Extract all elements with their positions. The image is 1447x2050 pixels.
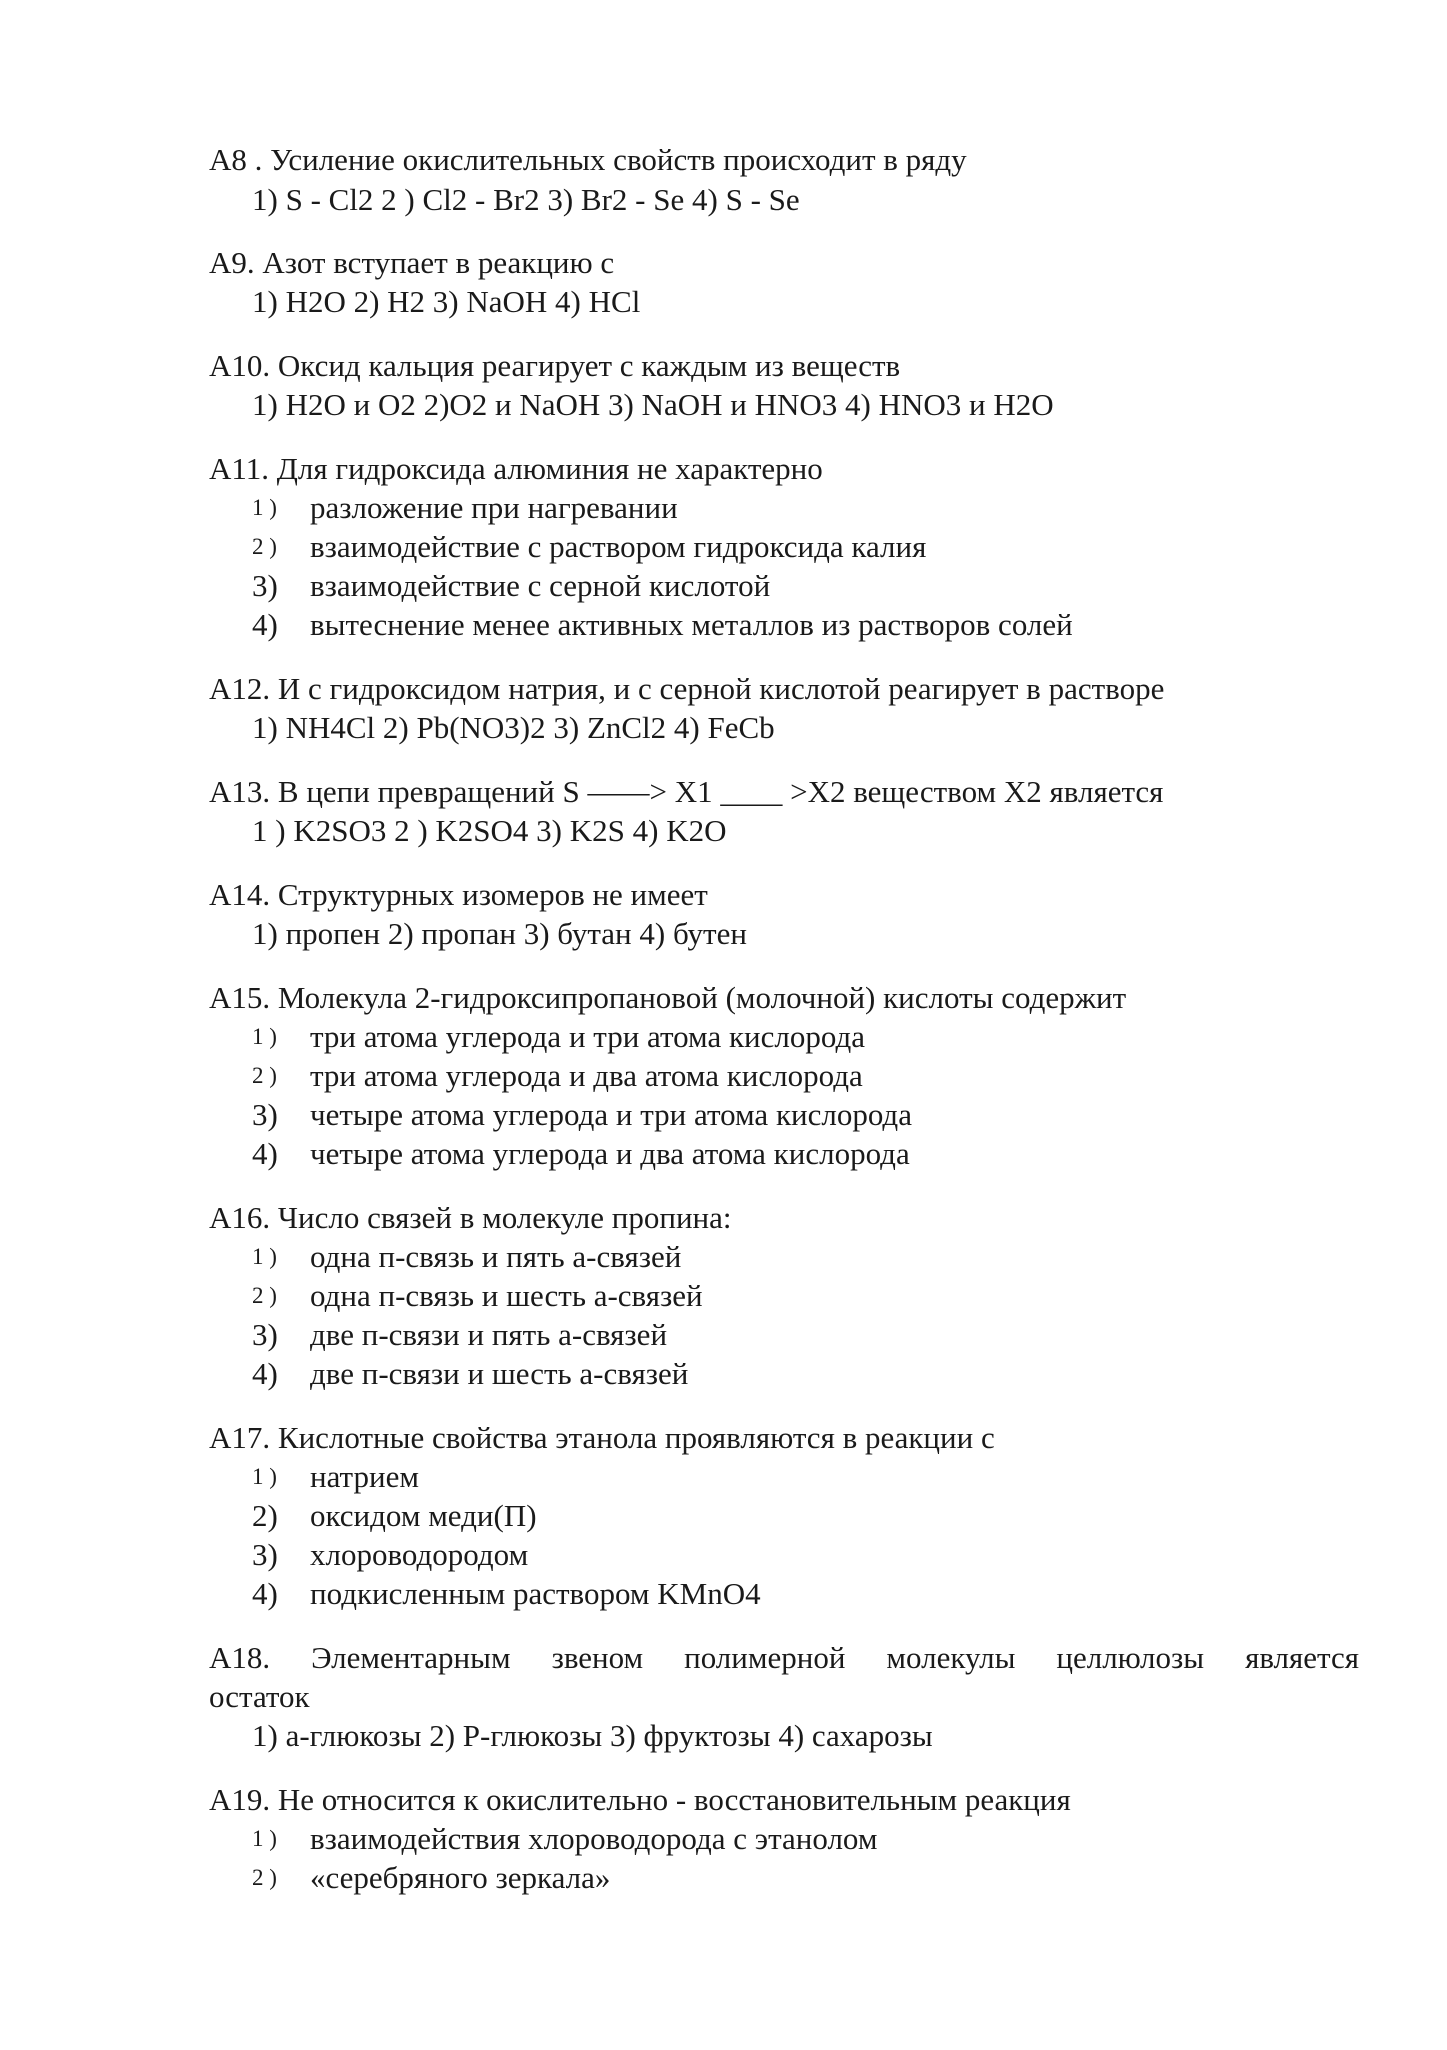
question-a16-title: А16. Число связей в молекуле пропина: — [209, 1200, 732, 1235]
option-text: взаимодействие с серной кислотой — [310, 568, 771, 603]
option-text: подкисленным раствором KMnO4 — [310, 1576, 761, 1611]
list-item — [0, 1315, 1447, 1355]
option-number: 3) — [252, 1097, 278, 1132]
option-text: две п-связи и шесть а-связей — [310, 1356, 689, 1391]
option-text: две п-связи и пять а-связей — [310, 1317, 668, 1352]
question-a8-answers: 1) S - Cl2 2 ) Cl2 - Br2 3) Br2 - Se 4) S - Se — [252, 182, 800, 217]
option-number: 4) — [252, 1576, 278, 1611]
option-text: вытеснение менее активных металлов из растворов солей — [310, 607, 1073, 642]
question-a14-title: А14. Структурных изомеров не имеет — [209, 877, 708, 912]
question-a11-title: А11. Для гидроксида алюминия не характерно — [209, 451, 823, 486]
question-a12-title: А12. И с гидроксидом натрия, и с серной кислотой реагирует в растворе — [209, 671, 1165, 706]
option-text: взаимодействия хлороводорода с этанолом — [310, 1821, 878, 1856]
option-text: три атома углерода и два атома кислорода — [310, 1058, 863, 1093]
option-number: 2 ) — [252, 1283, 277, 1308]
list-item — [0, 488, 1447, 528]
list-item — [0, 1535, 1447, 1575]
option-number: 2 ) — [252, 1865, 277, 1890]
list-item — [0, 1819, 1447, 1859]
option-text: взаимодействие с раствором гидроксида калия — [310, 529, 927, 564]
question-a9-answers: 1) H2O 2) H2 3) NaOH 4) HCl — [252, 284, 641, 319]
list-item — [0, 1457, 1447, 1497]
list-item — [0, 1858, 1447, 1898]
option-number: 1 ) — [252, 1244, 277, 1269]
question-a15-title: А15. Молекула 2-гидроксипропановой (молочной) кислоты содержит — [209, 980, 1127, 1015]
list-item — [0, 1574, 1447, 1614]
option-text: четыре атома углерода и три атома кислорода — [310, 1097, 912, 1132]
option-text: одна п-связь и пять а-связей — [310, 1239, 682, 1274]
option-text: «серебряного зеркала» — [310, 1860, 611, 1895]
option-number: 2 ) — [252, 1063, 277, 1088]
option-number: 4) — [252, 1356, 278, 1391]
option-text: натрием — [310, 1459, 419, 1494]
question-a17-title: А17. Кислотные свойства этанола проявляются в реакции с — [209, 1420, 995, 1455]
question-a14-answers: 1) пропен 2) пропан 3) бутан 4) бутен — [252, 916, 747, 951]
question-a13-answers: 1 ) K2SO3 2 ) K2SO4 3) K2S 4) K2O — [252, 813, 727, 848]
option-number: 2) — [252, 1498, 278, 1533]
list-item — [0, 1095, 1447, 1135]
list-item — [0, 1354, 1447, 1394]
list-item — [0, 1276, 1447, 1316]
question-a18-answers: 1) а-глюкозы 2) Р-глюкозы 3) фруктозы 4) сахарозы — [252, 1718, 933, 1753]
option-number: 4) — [252, 607, 278, 642]
option-number: 4) — [252, 1136, 278, 1171]
option-number: 3) — [252, 1317, 278, 1352]
question-a9-title: А9. Азот вступает в реакцию с — [209, 245, 615, 280]
question-a10-title: А10. Оксид кальция реагирует с каждым из веществ — [209, 348, 901, 383]
list-item — [0, 527, 1447, 567]
option-number: 3) — [252, 568, 278, 603]
question-a12-answers: 1) NH4Cl 2) Pb(NO3)2 3) ZnCl2 4) FeCb — [252, 710, 775, 745]
question-a18-title-continued: остаток — [209, 1679, 310, 1714]
option-text: разложение при нагревании — [310, 490, 678, 525]
option-number: 3) — [252, 1537, 278, 1572]
question-a18-title: А18. Элементарным звеном полимерной молекулы целлюлозы является — [209, 1640, 1359, 1675]
option-number: 2 ) — [252, 534, 277, 559]
option-text: хлороводородом — [310, 1537, 529, 1572]
list-item — [0, 1496, 1447, 1536]
option-number: 1 ) — [252, 1826, 277, 1851]
question-a19-title: А19. Не относится к окислительно - восстановительным реакция — [209, 1782, 1071, 1817]
list-item — [0, 605, 1447, 645]
option-text: оксидом меди(П) — [310, 1498, 537, 1533]
question-a10-answers: 1) H2O и O2 2)O2 и NaOH 3) NaOH и HNO3 4) HNO3 и H2O — [252, 387, 1054, 422]
option-number: 1 ) — [252, 1464, 277, 1489]
list-item — [0, 1056, 1447, 1096]
option-text: одна п-связь и шесть а-связей — [310, 1278, 703, 1313]
question-a8-title: А8 . Усиление окислительных свойств происходит в ряду — [209, 142, 967, 177]
option-text: четыре атома углерода и два атома кислорода — [310, 1136, 910, 1171]
list-item — [0, 1237, 1447, 1277]
list-item — [0, 566, 1447, 606]
option-text: три атома углерода и три атома кислорода — [310, 1019, 865, 1054]
option-number: 1 ) — [252, 1024, 277, 1049]
list-item — [0, 1017, 1447, 1057]
list-item — [0, 1134, 1447, 1174]
option-number: 1 ) — [252, 495, 277, 520]
question-a13-title: А13. В цепи превращений S ——> X1 ____ >X2 веществом X2 является — [209, 774, 1164, 809]
